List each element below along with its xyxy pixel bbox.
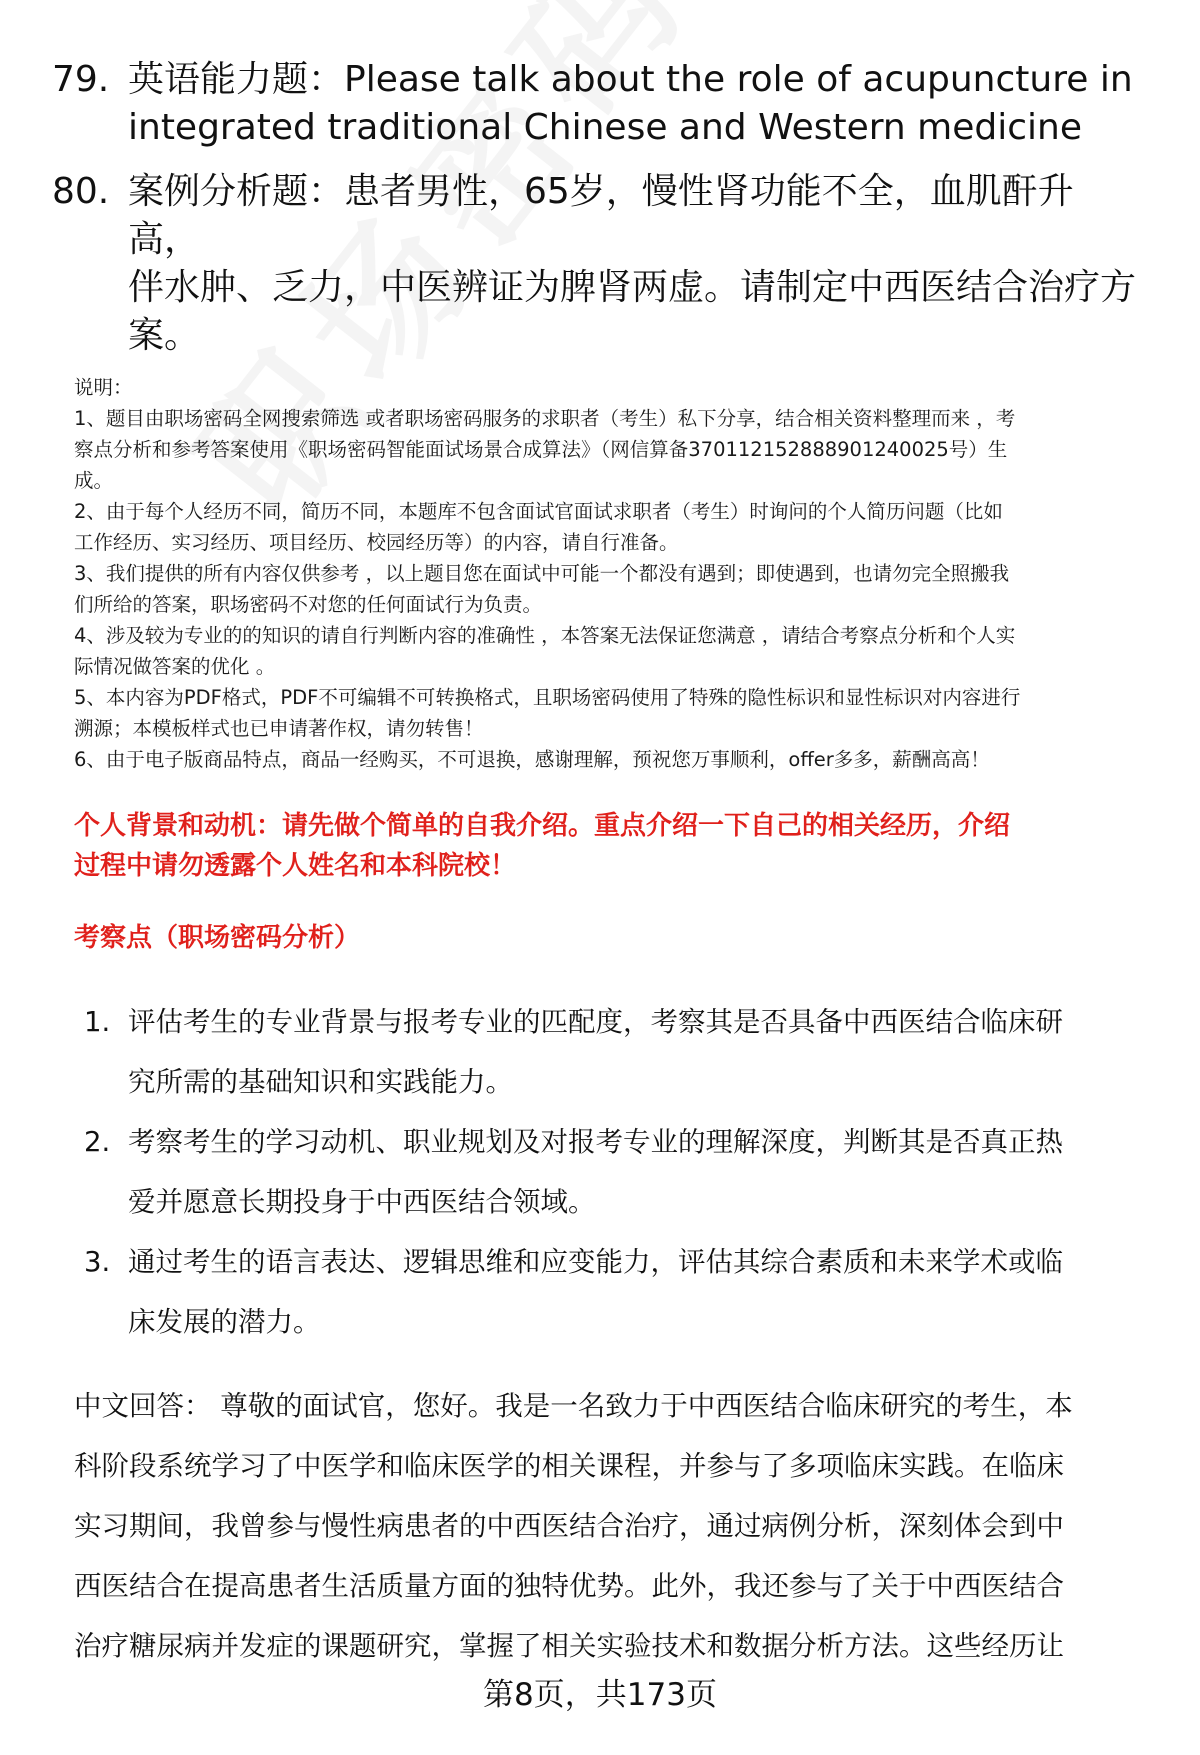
- notes-line: 们所给的答案，职场密码不对您的任何面试行为负责。: [74, 593, 543, 616]
- analysis-point: [84, 1232, 1164, 1352]
- chinese-answer: [74, 1376, 1164, 1676]
- question-number: 79.: [52, 59, 110, 100]
- question-number: 80.: [52, 171, 110, 212]
- point-text: [128, 1112, 1148, 1232]
- analysis-heading: 考察点（职场密码分析）: [74, 923, 361, 953]
- point-line: 考察考生的学习动机、职业规划及对报考专业的理解深度，判断其是否真正热: [128, 1126, 1063, 1158]
- notes-line: 际情况做答案的优化 。: [74, 655, 276, 678]
- analysis-point: [84, 1112, 1164, 1232]
- answer-line: 西医结合在提高患者生活质量方面的独特优势。此外，我还参与了关于中西医结合: [74, 1570, 1064, 1602]
- notes-line: 2、由于每个人经历不同，简历不同，本题库不包含面试官面试求职者（考生）时询问的个人简历问题（比如: [74, 500, 1003, 523]
- section-heading-line: 个人背景和动机：请先做个简单的自我介绍。重点介绍一下自己的相关经历，介绍: [74, 811, 1011, 841]
- notes-line: 溯源；本模板样式也已申请著作权，请勿转售！: [74, 717, 484, 740]
- section-heading: [74, 806, 1164, 886]
- point-line: 评估考生的专业背景与报考专业的匹配度，考察其是否具备中西医结合临床研: [128, 1006, 1063, 1038]
- question-line: 伴水肿、乏力，中医辨证为脾肾两虚。请制定中西医结合治疗方: [128, 267, 1137, 308]
- question-text: [128, 168, 1138, 360]
- question-79: [52, 56, 1152, 152]
- point-line: 床发展的潜力。: [128, 1306, 321, 1338]
- point-number: 2.: [84, 1126, 111, 1158]
- page-number-footer: 第8页，共173页: [483, 1677, 717, 1713]
- disclaimer-notes: [74, 372, 1159, 775]
- point-line: 爱并愿意长期投身于中西医结合领域。: [128, 1186, 596, 1218]
- notes-line: 4、涉及较为专业的的知识的请自行判断内容的准确性 ，本答案无法保证您满意 ，请结合考察点分析和个人实: [74, 624, 1016, 647]
- point-number: 3.: [84, 1246, 111, 1278]
- point-number: 1.: [84, 1006, 111, 1038]
- notes-line: 6、由于电子版商品特点，商品一经购买，不可退换，感谢理解，预祝您万事顺利，offer多多，薪酬高高！: [74, 748, 990, 771]
- notes-line: 1、题目由职场密码全网搜索筛选 或者职场密码服务的求职者（考生）私下分享，结合相关资料整理而来 ，考: [74, 407, 1016, 430]
- section-heading-line: 过程中请勿透露个人姓名和本科院校！: [74, 851, 517, 881]
- analysis-points: [84, 992, 1164, 1352]
- question-80: [52, 168, 1152, 360]
- question-line: 英语能力题：Please talk about the role of acupuncture in: [128, 59, 1133, 100]
- question-line: 案。: [128, 315, 201, 356]
- answer-line: 实习期间，我曾参与慢性病患者的中西医结合治疗，通过病例分析，深刻体会到中: [74, 1510, 1064, 1542]
- point-line: 究所需的基础知识和实践能力。: [128, 1066, 513, 1098]
- answer-line: 科阶段系统学习了中医学和临床医学的相关课程，并参与了多项临床实践。在临床: [74, 1450, 1064, 1482]
- point-text: [128, 992, 1148, 1112]
- question-line: 案例分析题：患者男性，65岁，慢性肾功能不全，血肌酐升高，: [128, 171, 1074, 260]
- notes-line: 察点分析和参考答案使用《职场密码智能面试场景合成算法》（网信算备370112152888901240025号）生: [74, 438, 1008, 461]
- answer-line: 治疗糖尿病并发症的课题研究，掌握了相关实验技术和数据分析方法。这些经历让: [74, 1630, 1064, 1662]
- notes-line: 5、本内容为PDF格式，PDF不可编辑不可转换格式，且职场密码使用了特殊的隐性标识和显性标识对内容进行: [74, 686, 1021, 709]
- notes-line: 3、我们提供的所有内容仅供参考 ，以上题目您在面试中可能一个都没有遇到；即使遇到，也请勿完全照搬我: [74, 562, 1010, 585]
- analysis-point: [84, 992, 1164, 1112]
- point-line: 通过考生的语言表达、逻辑思维和应变能力，评估其综合素质和未来学术或临: [128, 1246, 1063, 1278]
- notes-line: 成。: [74, 469, 114, 492]
- question-text: [128, 56, 1138, 152]
- point-text: [128, 1232, 1148, 1352]
- answer-line: 中文回答： 尊敬的面试官，您好。我是一名致力于中西医结合临床研究的考生，本: [74, 1390, 1073, 1422]
- question-line: integrated traditional Chinese and Western medicine: [128, 107, 1082, 148]
- notes-line: 说明：: [74, 376, 133, 399]
- notes-line: 工作经历、实习经历、项目经历、校园经历等）的内容，请自行准备。: [74, 531, 679, 554]
